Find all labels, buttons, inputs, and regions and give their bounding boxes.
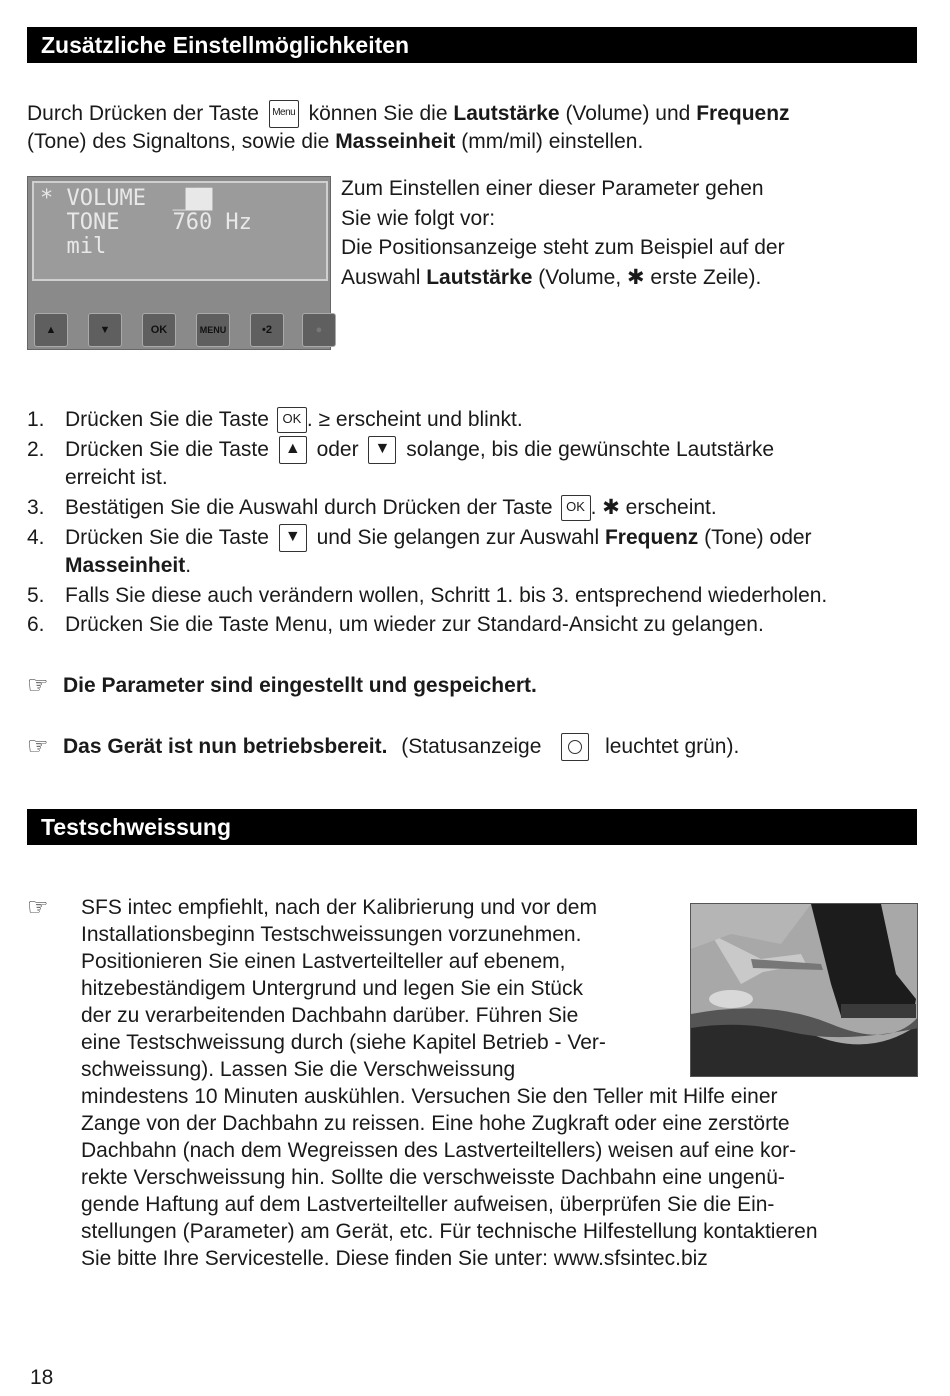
lcd-buttons <box>34 313 326 349</box>
ok-key-icon: OK <box>561 495 591 521</box>
test-weld-photo <box>690 903 918 1077</box>
text-line: der zu verarbeitenden Dachbahn darüber. Führen Sie <box>81 1004 579 1027</box>
ok-key-icon: OK <box>277 407 307 433</box>
step-item <box>27 494 917 521</box>
intro-text: Durch Drücken der Taste <box>27 102 259 125</box>
test-weld-photo-illustration <box>691 904 918 1077</box>
step-text: oder <box>316 437 359 461</box>
step-text: solange, bis die gewünschte Lautstärke <box>406 437 775 461</box>
intro-text: (mm/mil) einstellen. <box>461 130 644 154</box>
text-line: Dachbahn (nach dem Wegreissen des Lastverteiltellers) weisen auf eine kor- <box>81 1139 797 1162</box>
side-text-bold: Lautstärke <box>426 265 533 289</box>
text-line: Sie bitte Ihre Servicestelle. Diese finden Sie unter: www.sfsintec.biz <box>81 1247 708 1270</box>
side-text: Auswahl <box>341 265 421 289</box>
side-text: (Volume, ✱ erste Zeile). <box>538 265 762 289</box>
x2-button-icon: •2 <box>250 313 284 347</box>
step-text: Drücken Sie die Taste <box>65 525 269 549</box>
device-display-image <box>27 176 331 350</box>
page-number: 18 <box>30 1366 54 1389</box>
down-arrow-icon: ▼ <box>88 313 122 347</box>
ok-button-icon: OK <box>142 313 176 347</box>
step-number: 4. <box>27 525 45 549</box>
step-number: 2. <box>27 437 45 461</box>
text-line: SFS intec empfiehlt, nach der Kalibrierung und vor dem <box>81 896 597 919</box>
text-line: rekte Verschweissung hin. Sollte die verschweisste Dachbahn eine ungenü- <box>81 1166 785 1189</box>
note-bold: Die Parameter sind eingestellt und gespeichert. <box>63 674 537 697</box>
intro-bold: Lautstärke <box>453 102 560 125</box>
text-line: mindestens 10 Minuten auskühlen. Versuchen Sie den Teller mit Hilfe einer <box>81 1085 778 1108</box>
intro-bold: Masseinheit <box>335 130 456 154</box>
up-arrow-icon: ▲ <box>34 313 68 347</box>
intro-line-1 <box>27 100 917 128</box>
step-number: 6. <box>27 613 45 637</box>
step-text: erreicht ist. <box>65 466 168 490</box>
step-text: . <box>185 554 192 578</box>
side-instructions <box>341 174 917 292</box>
status-button-icon: ● <box>302 313 336 347</box>
pointing-hand-icon: ☞ <box>27 894 49 921</box>
text-line: Installationsbeginn Testschweissungen vorzunehmen. <box>81 923 582 946</box>
text-line: eine Testschweissung durch (siehe Kapitel Betrieb - Ver- <box>81 1031 606 1054</box>
side-text-line: Die Positionsanzeige steht zum Beispiel auf der <box>341 236 785 259</box>
side-text-line: Sie wie folgt vor: <box>341 206 496 230</box>
step-number: 5. <box>27 583 45 607</box>
step-text: Bestätigen Sie die Auswahl durch Drücken der Taste <box>65 495 553 519</box>
text-line: Positionieren Sie einen Lastverteilteller auf ebenem, <box>81 950 566 973</box>
pointing-hand-icon: ☞ <box>27 672 49 699</box>
text-line: stellungen (Parameter) am Gerät, etc. Für technische Hilfestellung kontaktieren <box>81 1220 818 1243</box>
step-item <box>27 611 917 638</box>
step-text: Drücken Sie die Taste <box>65 437 269 461</box>
lcd-screen <box>32 181 328 281</box>
pointing-hand-icon: ☞ <box>27 733 49 760</box>
step-number: 1. <box>27 408 45 431</box>
section-title-settings: Zusätzliche Einstellmöglichkeiten <box>27 27 917 63</box>
side-text-line: Zum Einstellen einer dieser Parameter gehen <box>341 177 764 200</box>
step-item <box>27 436 917 491</box>
text-line: hitzebeständigem Untergrund und legen Sie ein Stück <box>81 977 583 1000</box>
intro-text: können Sie die <box>308 102 448 125</box>
step-bold: Masseinheit <box>65 554 186 578</box>
lcd-line: * VOLUME _▇▇ <box>40 186 213 211</box>
step-item <box>27 582 917 609</box>
status-indicator-icon <box>561 733 589 761</box>
down-arrow-key-icon: ▼ <box>368 436 396 464</box>
menu-key-icon: Menu <box>269 100 299 128</box>
up-arrow-key-icon: ▲ <box>279 436 307 464</box>
intro-paragraph <box>27 100 917 155</box>
note-bold: Das Gerät ist nun betriebsbereit. <box>63 735 388 758</box>
text-line: gende Haftung auf dem Lastverteilteller aufweisen, überprüfen Sie die Ein- <box>81 1193 775 1216</box>
note-ready <box>27 733 917 761</box>
step-text: und Sie gelangen zur Auswahl <box>316 525 600 549</box>
side-text-line <box>341 263 917 293</box>
note-text: (Statusanzeige <box>401 735 542 758</box>
menu-button-icon: MENU <box>196 313 230 347</box>
down-arrow-key-icon: ▼ <box>279 524 307 552</box>
step-number: 3. <box>27 495 45 519</box>
step-text: Falls Sie diese auch verändern wollen, Schritt 1. bis 3. entsprechend wiederholen. <box>65 583 828 607</box>
step-text: Drücken Sie die Taste <box>65 408 269 431</box>
step-text: Drücken Sie die Taste Menu, um wieder zur Standard-Ansicht zu gelangen. <box>65 613 764 637</box>
text-line: Zange von der Dachbahn zu reissen. Eine hohe Zugkraft oder eine zerstörte <box>81 1112 790 1135</box>
intro-text: (Volume) und <box>565 102 691 125</box>
note-saved <box>27 672 917 699</box>
intro-bold: Frequenz <box>696 102 790 125</box>
step-item <box>27 406 917 433</box>
section-title-test-weld: Testschweissung <box>27 809 917 845</box>
steps-list <box>27 406 917 641</box>
step-text: (Tone) oder <box>704 525 812 549</box>
step-bold: Frequenz <box>604 525 699 549</box>
lcd-line: mil <box>40 234 107 259</box>
step-item <box>27 524 917 579</box>
lcd-line: TONE 760 Hz <box>40 210 252 235</box>
step-text: . ≥ erscheint und blinkt. <box>306 408 523 431</box>
intro-text: (Tone) des Signaltons, sowie die <box>27 130 330 154</box>
step-text: . ✱ erscheint. <box>590 495 717 519</box>
intro-line-2 <box>27 128 917 155</box>
text-line: schweissung). Lassen Sie die Verschweissung <box>81 1058 516 1081</box>
note-text: leuchtet grün). <box>605 735 740 758</box>
